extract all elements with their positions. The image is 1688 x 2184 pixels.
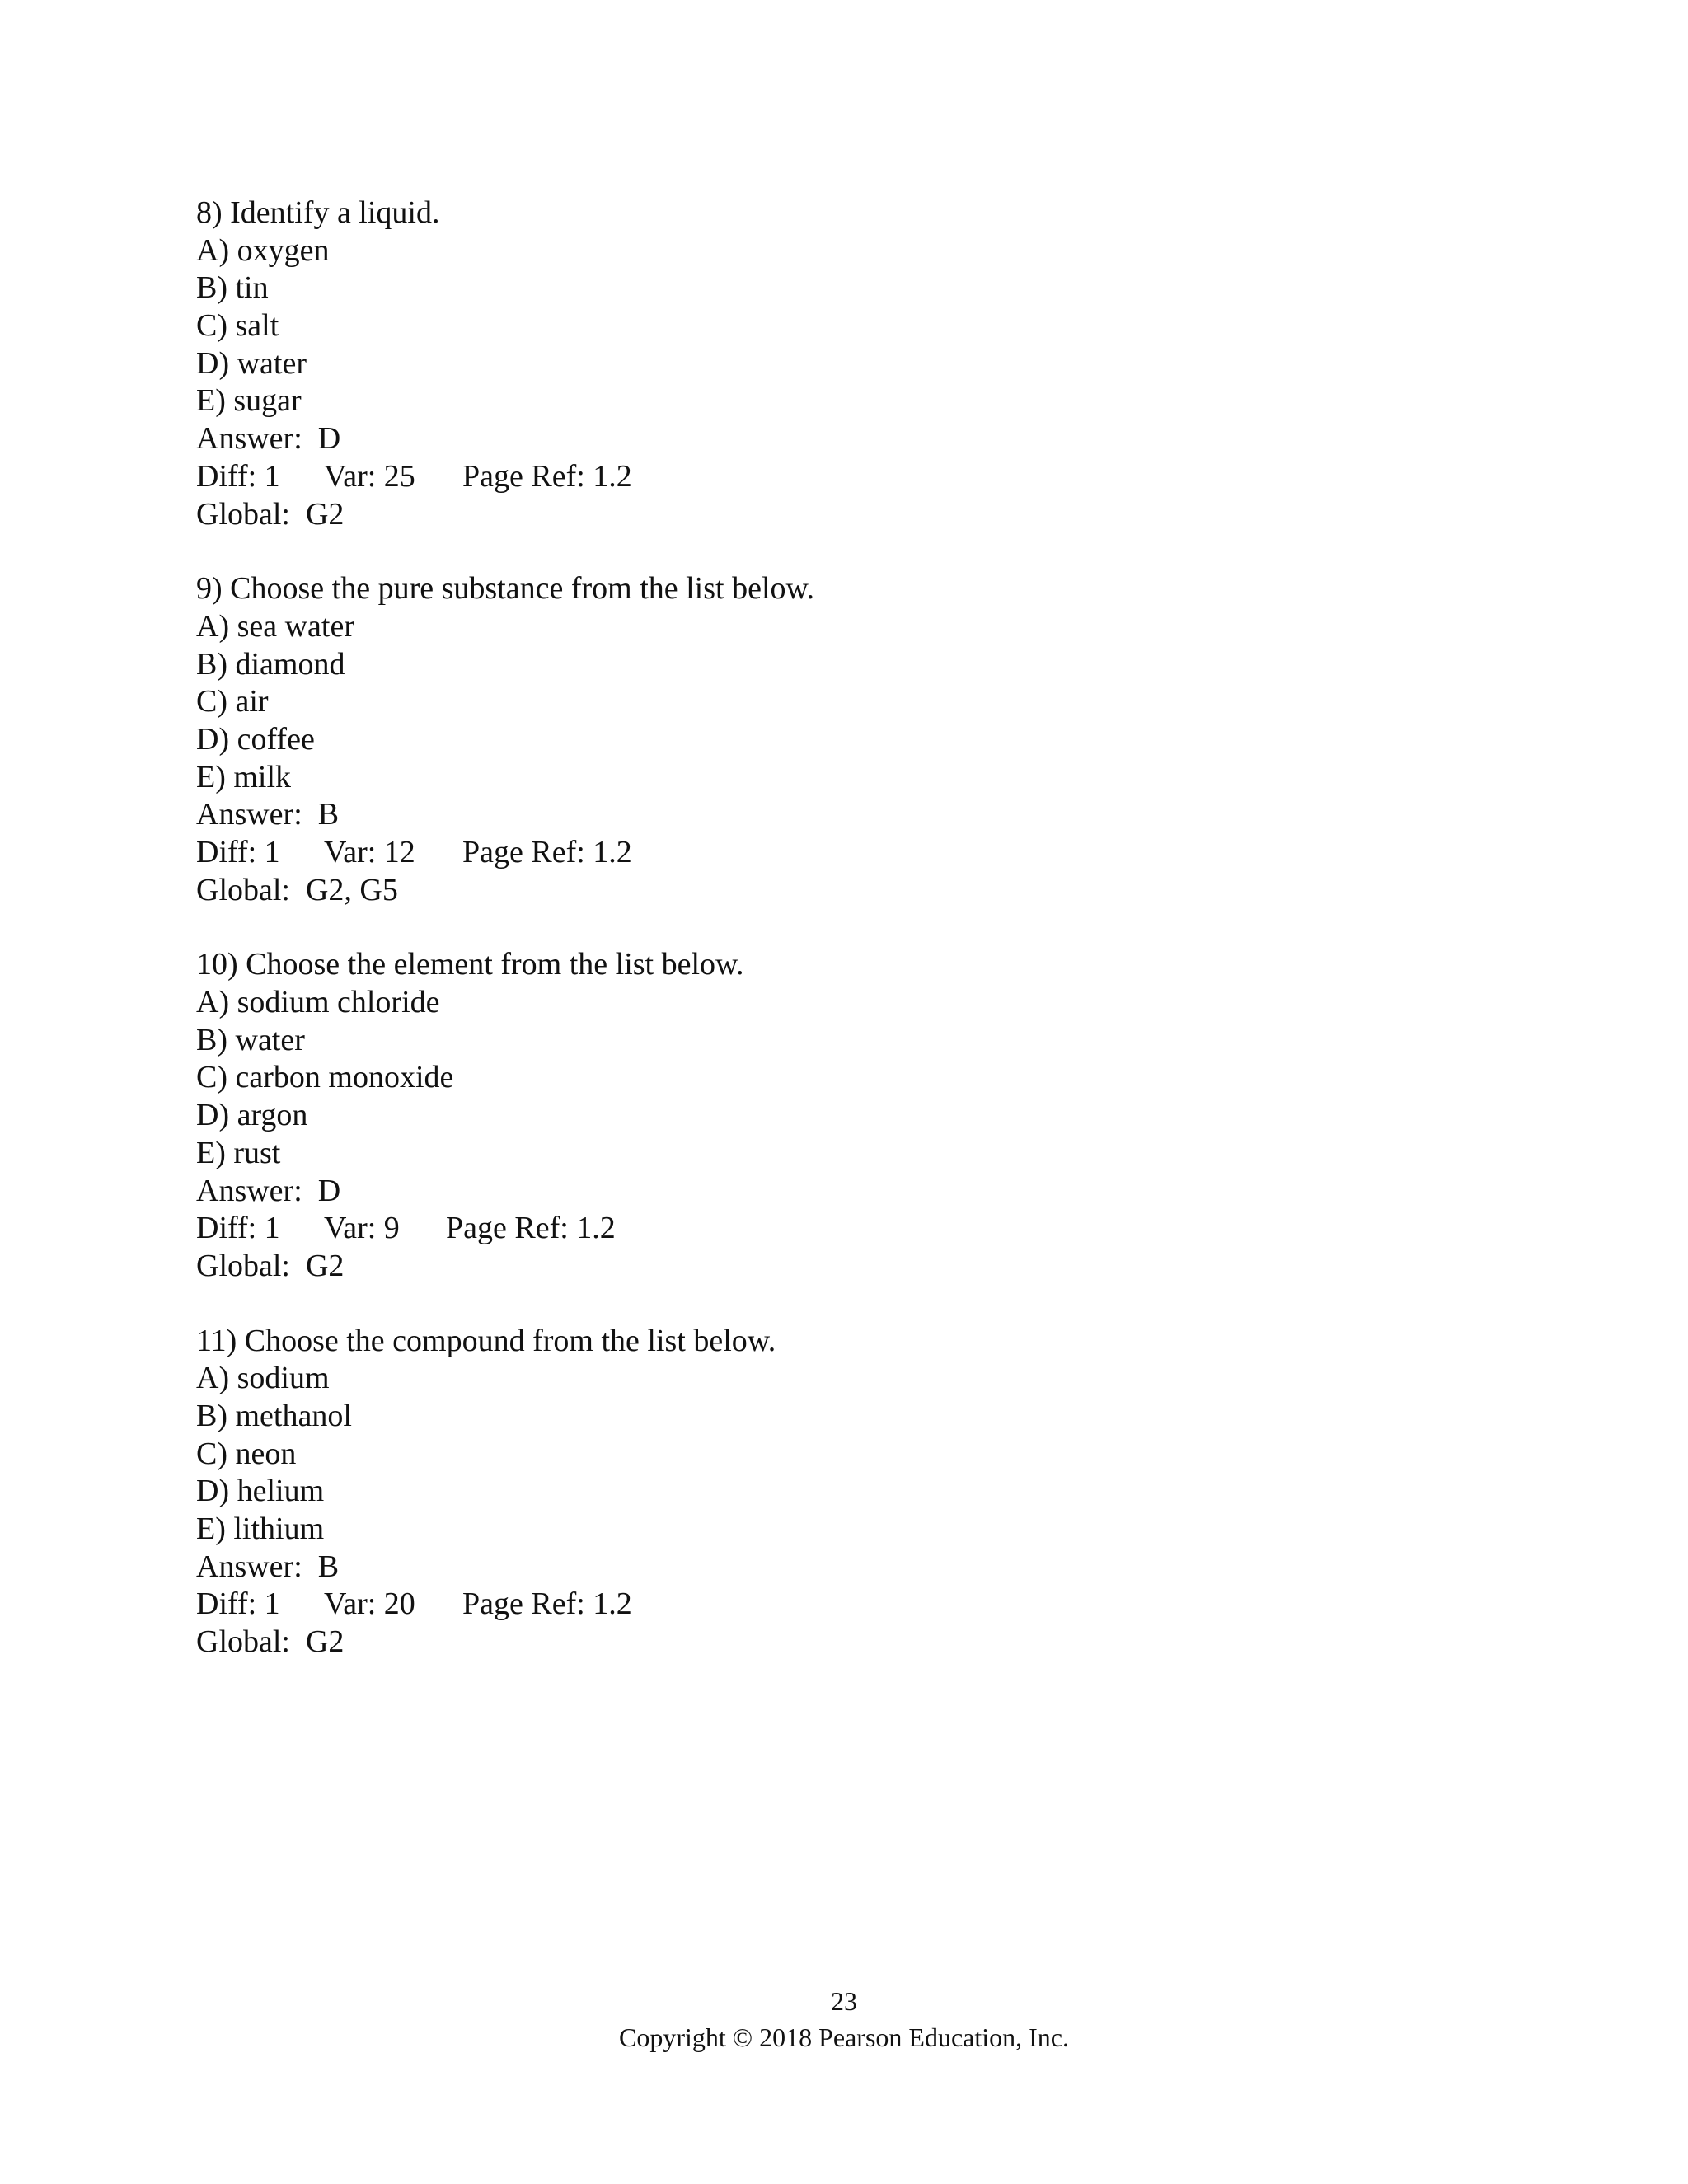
global-outcomes: Global: G2, G5	[196, 872, 398, 907]
difficulty: Diff: 1	[196, 1586, 280, 1622]
difficulty: Diff: 1	[196, 835, 280, 869]
page-number: 23	[831, 1986, 857, 2016]
option-b: B) methanol	[196, 1398, 352, 1433]
page-reference: Page Ref: 1.2	[446, 1211, 616, 1246]
option-a: A) sea water	[196, 608, 355, 644]
question-stem: 9) Choose the pure substance from the list below.	[196, 571, 814, 607]
variant-count: Var: 12	[324, 835, 415, 869]
question-stem: 8) Identify a liquid.	[196, 195, 440, 230]
answer-line: Answer: D	[196, 1173, 341, 1208]
variant-count: Var: 9	[324, 1211, 400, 1246]
answer-line: Answer: B	[196, 1549, 340, 1584]
option-d: D) helium	[196, 1474, 325, 1509]
global-outcomes: Global: G2	[196, 1624, 345, 1660]
page-reference: Page Ref: 1.2	[462, 1586, 632, 1622]
option-d: D) argon	[196, 1098, 308, 1133]
option-d: D) water	[196, 345, 307, 381]
copyright-notice: Copyright © 2018 Pearson Education, Inc.	[619, 2022, 1069, 2052]
option-e: E) lithium	[196, 1511, 325, 1546]
option-b: B) diamond	[196, 646, 345, 682]
option-d: D) coffee	[196, 721, 315, 757]
question-10	[196, 946, 1432, 1285]
question-9	[196, 570, 1432, 909]
option-b: B) water	[196, 1022, 305, 1057]
answer-line: Answer: B	[196, 797, 340, 832]
metadata-line	[196, 458, 1432, 496]
question-8	[196, 194, 1432, 533]
option-c: C) carbon monoxide	[196, 1060, 454, 1095]
metadata-line	[196, 834, 1432, 872]
option-e: E) sugar	[196, 383, 302, 419]
difficulty: Diff: 1	[196, 458, 280, 494]
option-e: E) milk	[196, 759, 292, 794]
option-e: E) rust	[196, 1135, 281, 1170]
metadata-line	[196, 1586, 1432, 1624]
option-a: A) oxygen	[196, 232, 330, 268]
option-a: A) sodium chloride	[196, 985, 440, 1020]
question-stem: 10) Choose the element from the list below.	[196, 947, 744, 982]
question-list	[196, 194, 1432, 1699]
global-outcomes: Global: G2	[196, 496, 345, 532]
difficulty: Diff: 1	[196, 1211, 280, 1246]
question-stem: 11) Choose the compound from the list below.	[196, 1323, 776, 1358]
variant-count: Var: 20	[324, 1586, 415, 1622]
global-outcomes: Global: G2	[196, 1248, 345, 1283]
page-reference: Page Ref: 1.2	[462, 835, 632, 869]
answer-line: Answer: D	[196, 421, 341, 457]
variant-count: Var: 25	[324, 458, 415, 494]
option-c: C) salt	[196, 308, 279, 344]
metadata-line	[196, 1210, 1432, 1248]
option-a: A) sodium	[196, 1361, 330, 1396]
option-c: C) neon	[196, 1436, 297, 1471]
question-11	[196, 1323, 1432, 1661]
option-b: B) tin	[196, 270, 269, 306]
option-c: C) air	[196, 684, 269, 719]
page-reference: Page Ref: 1.2	[462, 458, 632, 494]
